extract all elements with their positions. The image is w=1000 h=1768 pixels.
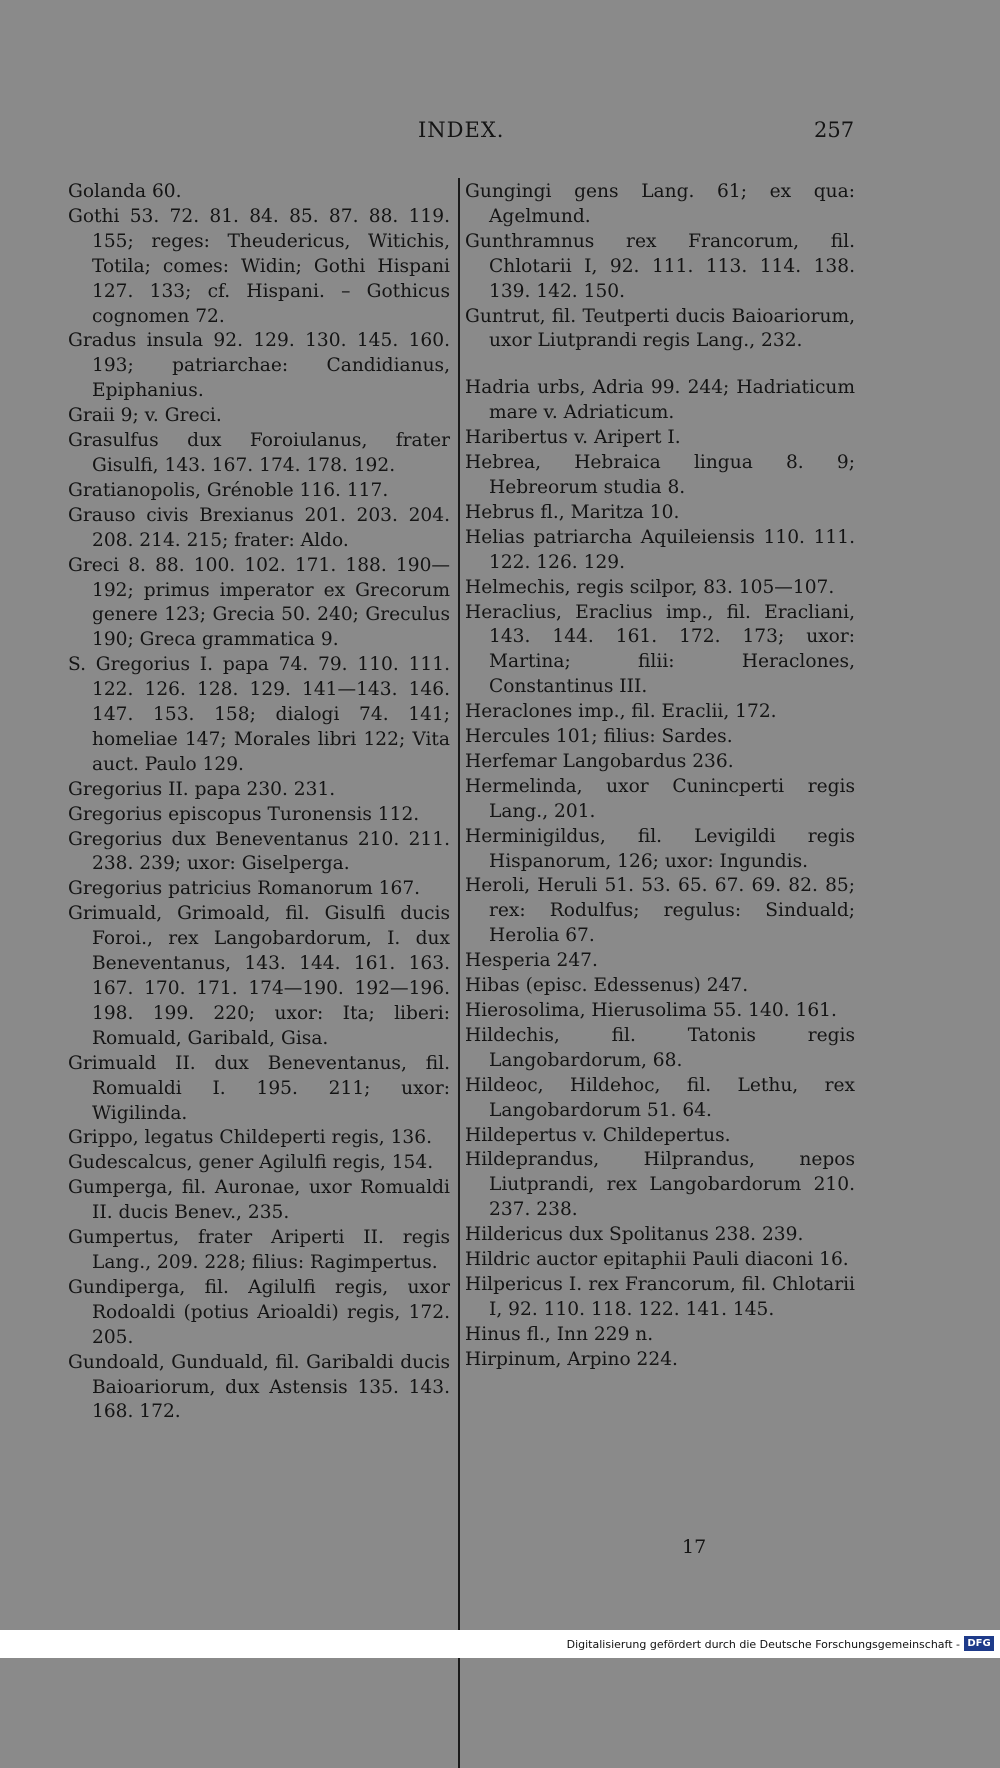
footer-bar — [0, 1630, 1000, 1658]
index-entry: Haribertus v. Aripert I. — [465, 427, 681, 449]
index-entry: Hebrea, Hebraica lingua 8. 9; Hebreorum studia 8. — [465, 452, 855, 498]
index-entry: Hibas (episc. Edessenus) 247. — [465, 975, 749, 997]
index-entry: Gumperga, fil. Auronae, uxor Romualdi II. ducis Benev., 235. — [68, 1177, 450, 1224]
index-entry: S. Gregorius I. papa 74. 79. 110. 111. 122. 126. 128. 129. 141—143. 146. 147. 153. 158; dialogi 74. 141; homeliae 147; Morales libri 122; Vita auct. Paulo 129. — [68, 654, 450, 775]
index-entry: Gregorius dux Beneventanus 210. 211. 238. 239; uxor: Giselperga. — [68, 828, 450, 875]
index-entry: Grimuald, Grimoald, fil. Gisulfi ducis Foroi., rex Langobardorum, I. dux Beneventanus, 143. 144. 161. 163. 167. 170. 171. 174—190. 192—196. 198. 199. 220; uxor: Ita; liberi: Romuald, Garibald, Gisa. — [68, 903, 450, 1049]
index-entry: Gungingi gens Lang. 61; ex qua: Agelmund. — [465, 181, 855, 227]
index-entry: Hildeoc, Hildehoc, fil. Lethu, rex Langobardorum 51. 64. — [465, 1074, 855, 1121]
dfg-logo: DFG — [964, 1636, 994, 1651]
index-entry: Hildepertus v. Childepertus. — [465, 1124, 731, 1146]
index-entry-section-start: Hadria urbs, Adria 99. 244; Hadriaticum mare v. Adriaticum. — [465, 377, 855, 424]
index-entry: Gradus insula 92. 129. 130. 145. 160. 193; patriarchae: Candidianus, Epiphanius. — [68, 330, 450, 402]
index-entry: Golanda 60. — [68, 181, 182, 202]
index-entry: Hesperia 247. — [465, 950, 598, 972]
index-entry: Hinus fl., Inn 229 n. — [465, 1323, 654, 1345]
index-entry: Grauso civis Brexianus 201. 203. 204. 208. 214. 215; frater: Aldo. — [68, 504, 450, 551]
index-entry: Grimuald II. dux Beneventanus, fil. Romualdi I. 195. 211; uxor: Wigilinda. — [68, 1052, 450, 1124]
index-entry: Gudescalcus, gener Agilulfi regis, 154. — [68, 1152, 434, 1174]
signature-mark: 17 — [682, 1536, 707, 1558]
index-entry: Hildeprandus, Hilprandus, nepos Liutprandi, rex Langobardorum 210. 237. 238. — [465, 1149, 855, 1221]
index-entry: Gregorius patricius Romanorum 167. — [68, 878, 421, 900]
index-entry: Heraclius, Eraclius imp., fil. Eracliani, 143. 144. 161. 172. 173; uxor: Martina; filii: Heraclones, Constantinus III. — [465, 601, 855, 698]
index-entry: Hebrus fl., Maritza 10. — [465, 501, 680, 523]
page-header — [0, 118, 1000, 148]
index-entry: Gumpertus, frater Ariperti II. regis Lang., 209. 228; filius: Ragimpertus. — [68, 1227, 450, 1273]
footer-credit: Digitalisierung gefördert durch die Deutsche Forschungsgemeinschaft - — [566, 1638, 960, 1651]
column-divider — [458, 178, 460, 1768]
index-entry: Hildericus dux Spolitanus 238. 239. — [465, 1224, 804, 1246]
index-entry: Gothi 53. 72. 81. 84. 85. 87. 88. 119. 155; reges: Theudericus, Witichis, Totila; comes: Widin; Gothi Hispani 127. 133; cf. Hispani. – Gothicus cognomen 72. — [68, 205, 450, 327]
index-entry: Gundoald, Gunduald, fil. Garibaldi ducis Baioariorum, dux Astensis 135. 143. 168. 172. — [68, 1351, 450, 1423]
index-entry: Herminigildus, fil. Levigildi regis Hispanorum, 126; uxor: Ingundis. — [465, 825, 855, 872]
index-entry: Helmechis, regis scilpor, 83. 105—107. — [465, 576, 835, 598]
index-column-right — [465, 180, 855, 1373]
index-entry: Heroli, Heruli 51. 53. 65. 67. 69. 82. 85; rex: Rodulfus; regulus: Sinduald; Herolia 67. — [465, 875, 855, 947]
index-column-left — [68, 180, 450, 1425]
page-title: INDEX. — [418, 118, 505, 142]
index-entry: Gunthramnus rex Francorum, fil. Chlotarii I, 92. 111. 113. 114. 138. 139. 142. 150. — [465, 230, 855, 302]
index-entry: Hildechis, fil. Tatonis regis Langobardorum, 68. — [465, 1024, 855, 1071]
index-entry: Heraclones imp., fil. Eraclii, 172. — [465, 701, 777, 723]
index-entry: Grippo, legatus Childeperti regis, 136. — [68, 1127, 432, 1149]
index-entry: Gratianopolis, Grénoble 116. 117. — [68, 479, 389, 501]
index-entry: Graii 9; v. Greci. — [68, 405, 222, 427]
index-entry: Gregorius II. papa 230. 231. — [68, 778, 336, 800]
index-entry: Greci 8. 88. 100. 102. 171. 188. 190—192; primus imperator ex Grecorum genere 123; Grecia 50. 240; Greculus 190; Greca grammatica 9. — [68, 554, 450, 651]
index-entry: Guntrut, fil. Teutperti ducis Baioariorum, uxor Liutprandi regis Lang., 232. — [465, 305, 855, 352]
index-entry: Gundiperga, fil. Agilulfi regis, uxor Rodoaldi (potius Arioaldi) regis, 172. 205. — [68, 1276, 450, 1348]
index-entry: Grasulfus dux Foroiulanus, frater Gisulfi, 143. 167. 174. 178. 192. — [68, 430, 450, 476]
index-entry: Hilpericus I. rex Francorum, fil. Chlotarii I, 92. 110. 118. 122. 141. 145. — [465, 1273, 855, 1320]
page-number: 257 — [814, 118, 855, 142]
index-entry: Hermelinda, uxor Cunincperti regis Lang., 201. — [465, 775, 855, 822]
index-entry: Hildric auctor epitaphii Pauli diaconi 16. — [465, 1249, 849, 1271]
index-entry: Helias patriarcha Aquileiensis 110. 111. 122. 126. 129. — [465, 526, 855, 573]
index-entry: Hirpinum, Arpino 224. — [465, 1348, 678, 1370]
index-entry: Hierosolima, Hierusolima 55. 140. 161. — [465, 1000, 837, 1021]
index-entry: Herfemar Langobardus 236. — [465, 750, 734, 772]
index-entry: Gregorius episcopus Turonensis 112. — [68, 803, 420, 825]
index-entry: Hercules 101; filius: Sardes. — [465, 726, 733, 748]
